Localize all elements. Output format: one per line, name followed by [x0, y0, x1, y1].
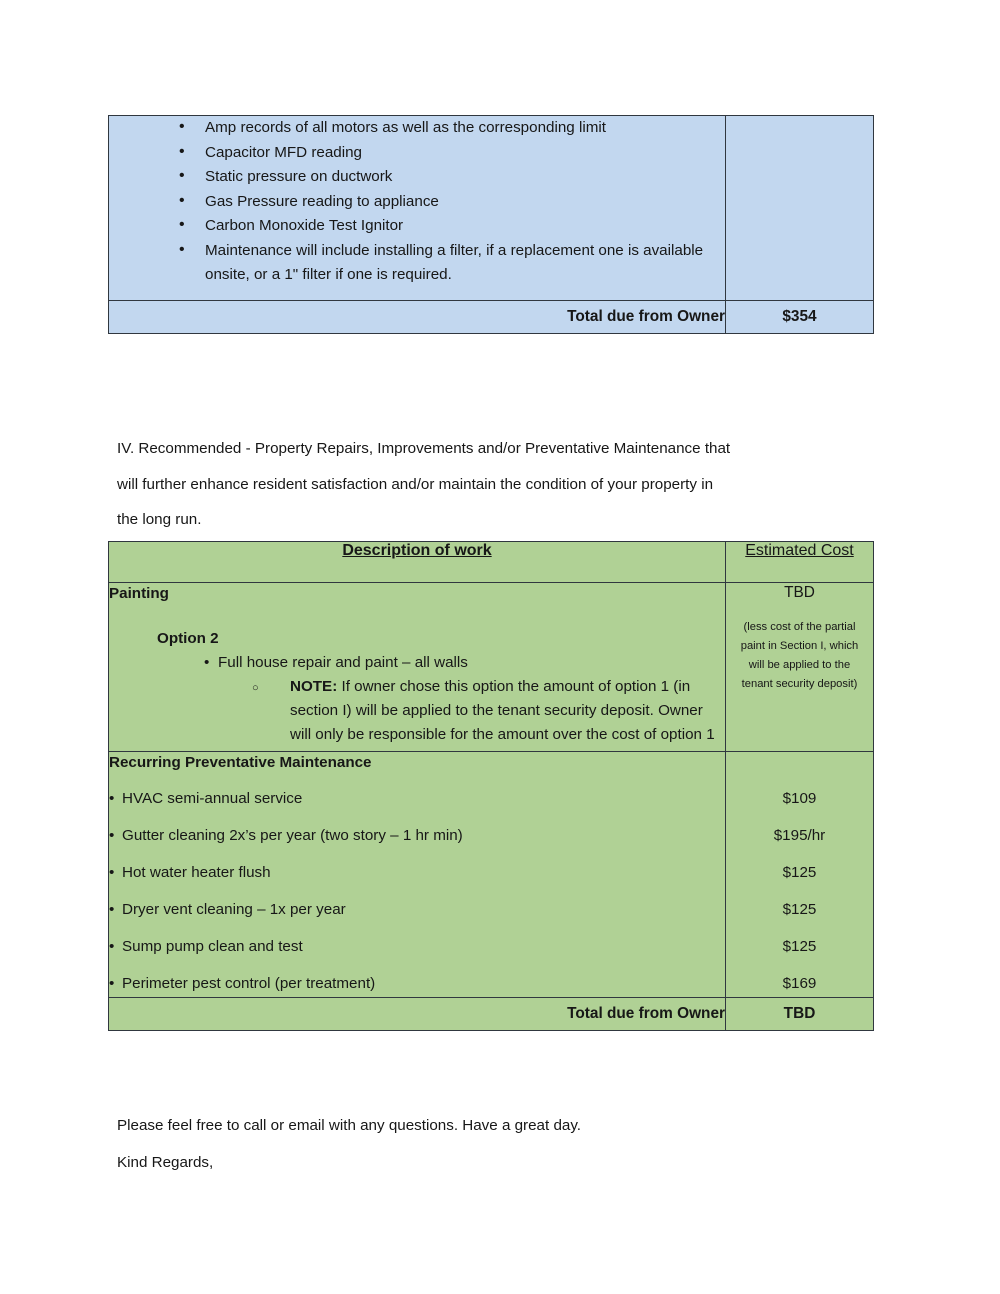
- closing-block: [117, 1107, 817, 1181]
- hvac-total-label: Total due from Owner: [109, 301, 726, 334]
- closing-line-2: Kind Regards,: [117, 1154, 214, 1171]
- header-cost-cell: [726, 542, 874, 583]
- painting-bullet: • Full house repair and paint – all walls: [204, 651, 725, 675]
- recurring-cost-value: $109: [782, 790, 817, 807]
- recurring-cost-value: $125: [782, 864, 817, 881]
- painting-cost-note: (less cost of the partial paint in Section I, which will be applied to the tenant security deposit): [740, 621, 859, 690]
- painting-cost-value: TBD: [784, 584, 815, 601]
- hvac-cost-cell-empty: [726, 116, 874, 301]
- recommended-total-label: Total due from Owner: [109, 998, 726, 1031]
- list-item: • Gas Pressure reading to appliance: [109, 190, 725, 214]
- list-item: • Static pressure on ductwork: [109, 165, 725, 189]
- header-cost-label: Estimated Cost: [745, 542, 854, 559]
- list-item: • Maintenance will include installing a filter, if a replacement one is available onsite, or a 1" filter if one is required.: [109, 239, 725, 287]
- painting-option-title: Option 2: [157, 630, 219, 647]
- list-item: • Amp records of all motors as well as the corresponding limit: [109, 116, 725, 140]
- header-description-cell: [109, 542, 726, 583]
- recurring-cost-value: $169: [782, 975, 817, 992]
- section-iv-intro: [117, 431, 817, 538]
- recommended-total-row: [109, 998, 874, 1031]
- recurring-description-cell: [109, 752, 726, 998]
- intro-line-2: will further enhance resident satisfaction and/or maintain the condition of your property in: [117, 475, 714, 493]
- list-item: • Sump pump clean and test: [109, 935, 725, 959]
- recurring-cost-value: $125: [782, 938, 817, 955]
- painting-note-text: If owner chose this option the amount of option 1 (in section I) will be applied to the tenant security deposit. Owner will only be responsible for the amount over the cost of option 1: [290, 678, 715, 743]
- closing-line-1: Please feel free to call or email with any questions. Have a great day.: [117, 1117, 582, 1134]
- painting-description-cell: [109, 583, 726, 752]
- recommended-total-value: TBD: [726, 998, 874, 1031]
- table-row: [109, 116, 874, 301]
- list-item: • HVAC semi-annual service: [109, 787, 725, 811]
- recurring-section-title: Recurring Preventative Maintenance: [109, 754, 372, 771]
- header-description-label: Description of work: [342, 542, 492, 559]
- painting-note-label: NOTE:: [290, 678, 338, 695]
- hvac-bullets-cell: [109, 116, 726, 301]
- hvac-bullet-list: [109, 116, 725, 287]
- list-item: • Hot water heater flush: [109, 861, 725, 885]
- recommended-work-table: [108, 541, 874, 1031]
- intro-line-3: the long run.: [117, 511, 202, 528]
- recurring-cost-value: $195/hr: [773, 827, 826, 844]
- table-header-row: [109, 542, 874, 583]
- list-item: • Gutter cleaning 2x’s per year (two story – 1 hr min): [109, 824, 725, 848]
- painting-note: [252, 675, 725, 747]
- hvac-total-value: $354: [726, 301, 874, 334]
- recurring-cost-value: $125: [782, 901, 817, 918]
- list-item: • Capacitor MFD reading: [109, 141, 725, 165]
- hvac-maintenance-table: [108, 115, 874, 334]
- painting-row: [109, 583, 874, 752]
- recurring-cost-cell: [726, 752, 874, 998]
- painting-cost-cell: [726, 583, 874, 752]
- list-item: • Perimeter pest control (per treatment): [109, 972, 725, 996]
- list-item: • Dryer vent cleaning – 1x per year: [109, 898, 725, 922]
- hvac-total-row: [109, 301, 874, 334]
- list-item: • Carbon Monoxide Test Ignitor: [109, 214, 725, 238]
- intro-line-1: IV. Recommended - Property Repairs, Improvements and/or Preventative Maintenance that: [117, 440, 731, 457]
- recurring-row: [109, 752, 874, 998]
- painting-section-title: Painting: [109, 585, 169, 602]
